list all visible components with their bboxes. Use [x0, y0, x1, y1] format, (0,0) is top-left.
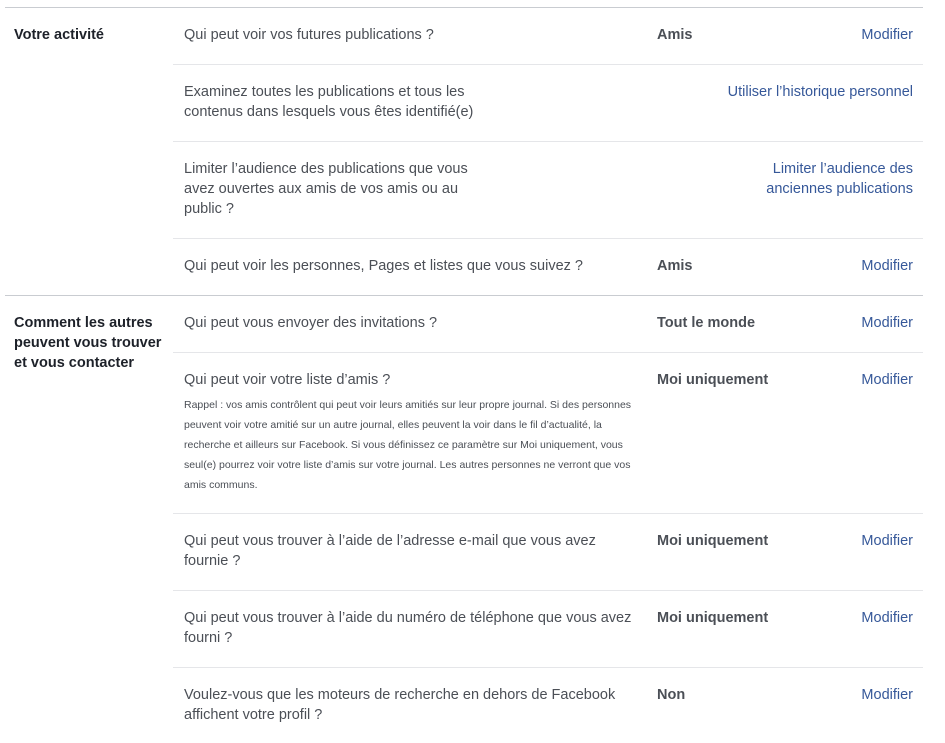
setting-question: Qui peut vous trouver à l’aide du numéro de téléphone que vous avez fourni ? [184, 610, 632, 646]
setting-value: Non [657, 687, 686, 703]
edit-link[interactable]: Modifier [861, 258, 913, 274]
setting-note: Rappel : vos amis contrôlent qui peut voir leurs amitiés sur leur propre journal. Si des personnes peuvent voir votre amitié sur un autre journal, elles peuvent la voir dans le fil d’actualité, la recherche et ailleurs sur Facebook. Si vous définissez ce paramètre sur Moi uniquement, vous seul(e) pourrez voir votre liste d’amis sur votre journal. Les autres personnes ne verront que vos amis communs. [184, 399, 632, 491]
setting-value: Tout le monde [657, 315, 756, 331]
edit-link[interactable]: Modifier [861, 315, 913, 331]
row-divider [173, 238, 923, 239]
section-title: Votre activité [14, 27, 104, 43]
setting-question: Qui peut voir vos futures publications ? [184, 27, 434, 43]
setting-question: Voulez-vous que les moteurs de recherche en dehors de Facebook affichent votre profil ? [184, 687, 616, 723]
setting-row-following [173, 238, 923, 295]
section-find-contact [5, 295, 923, 743]
setting-row-search-engines [173, 667, 923, 743]
setting-value: Amis [657, 27, 693, 43]
section-title: Comment les autres peuvent vous trouver et vous contacter [14, 315, 162, 371]
setting-row-phone-lookup [173, 590, 923, 667]
setting-value: Amis [657, 258, 693, 274]
row-divider [173, 513, 923, 514]
setting-question: Qui peut voir votre liste d’amis ? [184, 372, 391, 388]
row-divider [173, 590, 923, 591]
row-divider [173, 667, 923, 668]
edit-link[interactable]: Modifier [861, 533, 913, 549]
setting-question: Examinez toutes les publications et tous les contenus dans lesquels vous êtes identifié(e) [184, 84, 474, 120]
edit-link[interactable]: Modifier [861, 610, 913, 626]
edit-link[interactable]: Modifier [861, 372, 913, 388]
edit-link[interactable]: Modifier [861, 687, 913, 703]
row-divider [173, 64, 923, 65]
row-divider [173, 352, 923, 353]
setting-row-review-posts [173, 64, 923, 141]
edit-link[interactable]: Modifier [861, 27, 913, 43]
setting-row-limit-past-posts [173, 141, 923, 238]
setting-value: Moi uniquement [657, 372, 769, 388]
section-your-activity [5, 7, 923, 295]
setting-row-friend-requests [173, 295, 923, 352]
setting-row-future-posts [173, 7, 923, 64]
setting-value: Moi uniquement [657, 610, 769, 626]
setting-row-friends-list [173, 352, 923, 513]
setting-value: Moi uniquement [657, 533, 769, 549]
activity-log-link[interactable]: Utiliser l’historique personnel [727, 84, 913, 100]
setting-question: Qui peut vous trouver à l’aide de l’adresse e-mail que vous avez fournie ? [184, 533, 596, 569]
setting-question: Qui peut voir les personnes, Pages et listes que vous suivez ? [184, 258, 583, 274]
setting-question: Limiter l’audience des publications que vous avez ouvertes aux amis de vos amis ou au public ? [184, 161, 468, 217]
setting-row-email-lookup [173, 513, 923, 590]
limit-past-posts-link[interactable]: Limiter l’audience des anciennes publications [766, 161, 913, 197]
row-divider [173, 141, 923, 142]
setting-question: Qui peut vous envoyer des invitations ? [184, 315, 438, 331]
